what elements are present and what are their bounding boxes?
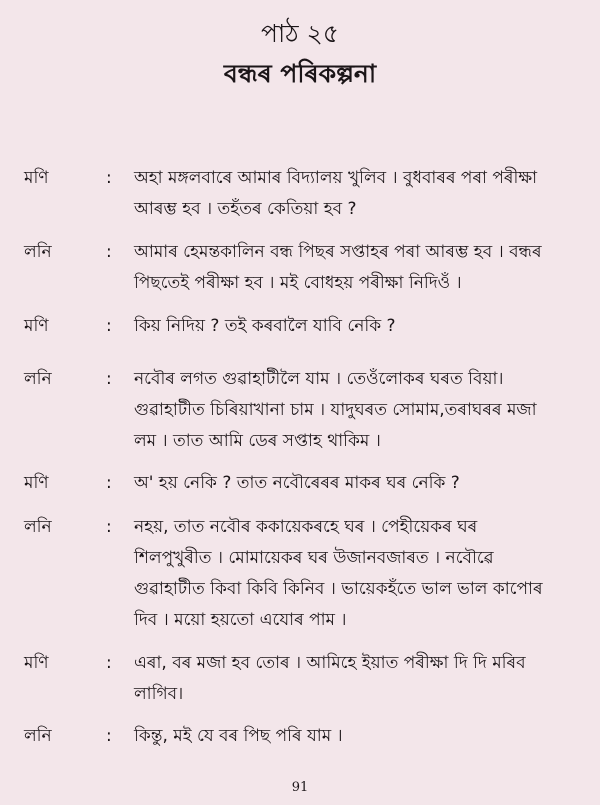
speaker-separator: : [106, 316, 112, 336]
speaker-name: মণি [24, 473, 49, 493]
speaker-separator: : [106, 726, 112, 746]
speaker-name: মণি [24, 168, 49, 188]
speaker-separator: : [106, 168, 112, 188]
speaker-separator: : [106, 473, 112, 493]
speaker-separator: : [106, 517, 112, 537]
dialogue-line: দিব । ময়ো হয়তো এযোৰ পাম । [134, 610, 347, 630]
speaker-name: মণি [24, 653, 49, 673]
dialogue-line: গুৱাহাটীত কিবা কিবি কিনিব । ভায়েকহঁতে ভাল ভাল কাপোৰ [134, 579, 543, 599]
dialogue-line: কিন্তু, মই যে বৰ পিছ পৰি যাম । [134, 726, 343, 746]
dialogue-line: অ' হয় নেকি ? তাত নবৌৰেৰৰ মাকৰ ঘৰ নেকি ? [134, 473, 460, 493]
dialogue-line: নবৌৰ লগত গুৱাহাটীলৈ যাম । তেওঁলোকৰ ঘৰত বিয়া। [134, 369, 504, 389]
dialogue-line: আৰম্ভ হব । তহঁতৰ কেতিয়া হব ? [134, 199, 357, 219]
speaker-name: লনি [24, 517, 52, 537]
lesson-title: বন্ধৰ পৰিকল্পনা [223, 59, 377, 88]
dialogue-line: শিলপুখুৰীত । মোমায়েকৰ ঘৰ উজানবজাৰত । নবৌৱে [134, 548, 494, 568]
speaker-name: মণি [24, 316, 49, 336]
speaker-name: লনি [24, 242, 52, 262]
dialogue-line: নহয়, তাত নবৌৰ ককায়েকৰহে ঘৰ । পেহীয়েকৰ ঘৰ [134, 517, 478, 537]
speaker-separator: : [106, 653, 112, 673]
dialogue-line: অহা মঙ্গলবাৰে আমাৰ বিদ্যালয় খুলিব । বুধবাৰৰ পৰা পৰীক্ষা [134, 168, 538, 188]
speaker-name: লনি [24, 369, 52, 389]
speaker-separator: : [106, 242, 112, 262]
dialogue-line: আমাৰ হেমন্তকালিন বন্ধ পিছৰ সপ্তাহৰ পৰা আৰম্ভ হব । বন্ধৰ [134, 242, 542, 262]
dialogue-line: কিয় নিদিয় ? তই কৰবালৈ যাবি নেকি ? [134, 316, 396, 336]
speaker-separator: : [106, 369, 112, 389]
speaker-name: লনি [24, 726, 52, 746]
dialogue-line: লাগিব। [134, 684, 184, 704]
dialogue-line: পিছতেই পৰীক্ষা হব । মই বোধহয় পৰীক্ষা নিদিওঁ । [134, 273, 462, 293]
dialogue-line: এৰা, বৰ মজা হব তোৰ । আমিহে ইয়াত পৰীক্ষা দি দি মৰিব [134, 653, 526, 673]
page-number: 91 [291, 780, 309, 795]
lesson-number-heading: পাঠ ২৫ [260, 19, 339, 48]
dialogue-line: লম । তাত আমি ডেৰ সপ্তাহ থাকিম । [134, 431, 381, 451]
dialogue-line: গুৱাহাটীত চিৰিয়াখানা চাম । যাদুঘৰত সোমাম,তৰাঘৰৰ মজা [134, 400, 537, 420]
